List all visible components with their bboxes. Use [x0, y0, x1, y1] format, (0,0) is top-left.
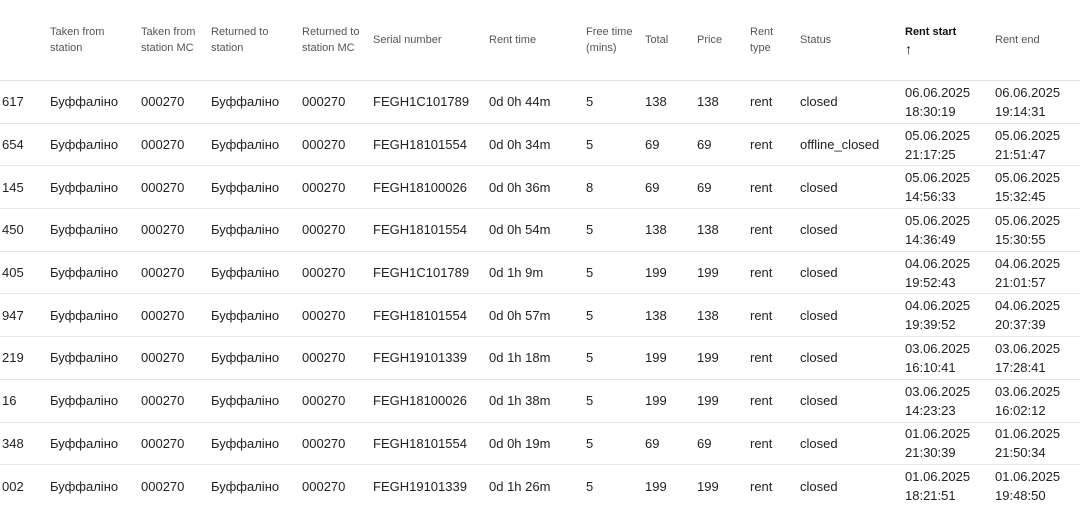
cell-returned-to-station: Буффаліно	[199, 209, 290, 252]
cell-taken-from-station-mc: 000270	[129, 123, 199, 166]
cell-taken-from-station: Буффаліно	[38, 337, 129, 380]
cell-rent-end-time: 21:50:34	[995, 445, 1046, 461]
cell-rent-end-time: 15:30:55	[995, 231, 1046, 247]
cell-id: 450	[0, 209, 38, 252]
cell-price: 69	[685, 422, 738, 465]
cell-taken-from-station: Буффаліно	[38, 209, 129, 252]
table-row[interactable]	[0, 337, 1080, 380]
cell-rent-time: 0d 1h 38m	[477, 379, 574, 422]
cell-taken-from-station-mc: 000270	[129, 166, 199, 209]
cell-returned-to-station: Буффаліно	[199, 123, 290, 166]
cell-rent-end-date: 05.06.2025	[995, 212, 1061, 228]
cell-rent-start-time: 21:17:25	[905, 146, 956, 162]
cell-rent-start-date: 04.06.2025	[905, 255, 971, 271]
cell-rent-type: rent	[738, 209, 788, 252]
cell-rent-end	[983, 294, 1080, 337]
cell-rent-start-date: 05.06.2025	[905, 170, 971, 186]
cell-taken-from-station-mc: 000270	[129, 81, 199, 124]
cell-rent-start	[893, 251, 983, 294]
cell-taken-from-station: Буффаліно	[38, 81, 129, 124]
cell-returned-to-station: Буффаліно	[199, 166, 290, 209]
table-row[interactable]	[0, 294, 1080, 337]
cell-rent-end-date: 06.06.2025	[995, 84, 1061, 100]
cell-rent-start-date: 03.06.2025	[905, 340, 971, 356]
column-header-returned-to-station[interactable]: Returned to station	[199, 0, 290, 81]
cell-rent-start-time: 18:21:51	[905, 488, 956, 504]
cell-free-time: 5	[574, 337, 633, 380]
cell-returned-to-station: Буффаліно	[199, 294, 290, 337]
cell-rent-end-date: 01.06.2025	[995, 469, 1061, 485]
cell-rent-end-time: 19:48:50	[995, 488, 1046, 504]
cell-status: closed	[788, 294, 893, 337]
cell-rent-time: 0d 0h 34m	[477, 123, 574, 166]
cell-rent-start-date: 06.06.2025	[905, 84, 971, 100]
cell-status: closed	[788, 81, 893, 124]
cell-rent-end-date: 03.06.2025	[995, 340, 1061, 356]
cell-rent-start-time: 14:56:33	[905, 189, 956, 205]
cell-rent-time: 0d 1h 18m	[477, 337, 574, 380]
cell-rent-start-date: 05.06.2025	[905, 127, 971, 143]
cell-free-time: 5	[574, 81, 633, 124]
cell-price: 69	[685, 123, 738, 166]
cell-rent-end-time: 15:32:45	[995, 189, 1046, 205]
column-header-taken-from-station[interactable]: Taken from station	[38, 0, 129, 81]
cell-rent-end	[983, 337, 1080, 380]
cell-total: 69	[633, 123, 685, 166]
cell-price: 138	[685, 81, 738, 124]
cell-id: 219	[0, 337, 38, 380]
cell-returned-to-station: Буффаліно	[199, 337, 290, 380]
cell-id: 617	[0, 81, 38, 124]
cell-serial-number: FEGH1C101789	[361, 251, 477, 294]
cell-free-time: 5	[574, 294, 633, 337]
cell-serial-number: FEGH1C101789	[361, 81, 477, 124]
cell-status: closed	[788, 209, 893, 252]
cell-serial-number: FEGH18100026	[361, 166, 477, 209]
cell-id: 16	[0, 379, 38, 422]
cell-serial-number: FEGH19101339	[361, 465, 477, 507]
cell-rent-start-time: 14:23:23	[905, 402, 956, 418]
cell-rent-end-date: 01.06.2025	[995, 426, 1061, 442]
cell-rent-type: rent	[738, 81, 788, 124]
cell-returned-to-station-mc: 000270	[290, 465, 361, 507]
cell-rent-time: 0d 0h 36m	[477, 166, 574, 209]
column-header-status[interactable]: Status	[788, 0, 893, 81]
cell-rent-type: rent	[738, 422, 788, 465]
cell-rent-start-time: 14:36:49	[905, 231, 956, 247]
cell-rent-start-time: 21:30:39	[905, 445, 956, 461]
cell-rent-start	[893, 465, 983, 507]
cell-id: 654	[0, 123, 38, 166]
table-row[interactable]	[0, 123, 1080, 166]
cell-rent-end	[983, 209, 1080, 252]
cell-serial-number: FEGH18101554	[361, 422, 477, 465]
column-header-price[interactable]: Price	[685, 0, 738, 81]
table-body	[0, 81, 1080, 507]
cell-taken-from-station-mc: 000270	[129, 422, 199, 465]
cell-status: offline_closed	[788, 123, 893, 166]
cell-rent-start-date: 01.06.2025	[905, 469, 971, 485]
cell-taken-from-station-mc: 000270	[129, 251, 199, 294]
sort-ascending-icon[interactable]: ↑	[905, 40, 912, 57]
cell-returned-to-station-mc: 000270	[290, 81, 361, 124]
cell-price: 199	[685, 337, 738, 380]
cell-returned-to-station: Буффаліно	[199, 81, 290, 124]
cell-status: closed	[788, 251, 893, 294]
cell-rent-start	[893, 123, 983, 166]
table-row[interactable]	[0, 209, 1080, 252]
cell-returned-to-station-mc: 000270	[290, 422, 361, 465]
cell-rent-end	[983, 251, 1080, 294]
cell-status: closed	[788, 337, 893, 380]
cell-serial-number: FEGH19101339	[361, 337, 477, 380]
cell-rent-end-date: 05.06.2025	[995, 127, 1061, 143]
cell-price: 199	[685, 251, 738, 294]
column-header-total[interactable]: Total	[633, 0, 685, 81]
cell-total: 138	[633, 294, 685, 337]
cell-status: closed	[788, 465, 893, 507]
cell-returned-to-station: Буффаліно	[199, 465, 290, 507]
cell-free-time: 8	[574, 166, 633, 209]
cell-price: 138	[685, 209, 738, 252]
cell-free-time: 5	[574, 123, 633, 166]
table-row[interactable]	[0, 379, 1080, 422]
cell-rent-type: rent	[738, 166, 788, 209]
cell-taken-from-station: Буффаліно	[38, 123, 129, 166]
cell-rent-type: rent	[738, 379, 788, 422]
cell-price: 199	[685, 465, 738, 507]
cell-status: closed	[788, 379, 893, 422]
table-row[interactable]	[0, 251, 1080, 294]
cell-taken-from-station: Буффаліно	[38, 465, 129, 507]
header-row	[0, 0, 1080, 81]
cell-serial-number: FEGH18101554	[361, 123, 477, 166]
cell-returned-to-station-mc: 000270	[290, 294, 361, 337]
cell-rent-end	[983, 379, 1080, 422]
cell-free-time: 5	[574, 422, 633, 465]
cell-id: 405	[0, 251, 38, 294]
cell-rent-time: 0d 0h 57m	[477, 294, 574, 337]
cell-rent-type: rent	[738, 123, 788, 166]
column-header-id[interactable]	[0, 0, 38, 81]
cell-free-time: 5	[574, 209, 633, 252]
column-header-returned-to-station-mc[interactable]: Returned to station MC	[290, 0, 361, 81]
cell-rent-end-date: 04.06.2025	[995, 255, 1061, 271]
cell-rent-time: 0d 0h 44m	[477, 81, 574, 124]
cell-rent-time: 0d 0h 19m	[477, 422, 574, 465]
cell-total: 69	[633, 166, 685, 209]
cell-rent-end	[983, 465, 1080, 507]
cell-rent-start	[893, 422, 983, 465]
cell-rent-end-time: 16:02:12	[995, 402, 1046, 418]
cell-id: 002	[0, 465, 38, 507]
cell-rent-start-time: 19:39:52	[905, 317, 956, 333]
cell-rent-end-date: 05.06.2025	[995, 170, 1061, 186]
column-header-taken-from-station-mc[interactable]: Taken from station MC	[129, 0, 199, 81]
table-row[interactable]	[0, 81, 1080, 124]
cell-price: 199	[685, 379, 738, 422]
cell-total: 199	[633, 465, 685, 507]
cell-rent-end-date: 03.06.2025	[995, 383, 1061, 399]
cell-rent-end-time: 19:14:31	[995, 103, 1046, 119]
cell-serial-number: FEGH18100026	[361, 379, 477, 422]
column-header-free-time[interactable]: Free time (mins)	[574, 0, 633, 81]
cell-rent-type: rent	[738, 294, 788, 337]
cell-taken-from-station: Буффаліно	[38, 422, 129, 465]
cell-rent-time: 0d 0h 54m	[477, 209, 574, 252]
cell-rent-end-time: 17:28:41	[995, 359, 1046, 375]
cell-status: closed	[788, 422, 893, 465]
cell-serial-number: FEGH18101554	[361, 294, 477, 337]
cell-rent-end	[983, 422, 1080, 465]
cell-returned-to-station-mc: 000270	[290, 251, 361, 294]
cell-rent-end-time: 21:01:57	[995, 274, 1046, 290]
cell-rent-end	[983, 166, 1080, 209]
cell-taken-from-station-mc: 000270	[129, 379, 199, 422]
cell-returned-to-station: Буффаліно	[199, 251, 290, 294]
cell-rent-type: rent	[738, 465, 788, 507]
column-header-rent-start[interactable]	[893, 0, 983, 81]
cell-total: 138	[633, 81, 685, 124]
cell-status: closed	[788, 166, 893, 209]
cell-returned-to-station-mc: 000270	[290, 209, 361, 252]
column-header-rent-end[interactable]: Rent end	[983, 0, 1080, 81]
cell-rent-start	[893, 294, 983, 337]
cell-rent-start	[893, 379, 983, 422]
cell-free-time: 5	[574, 465, 633, 507]
rent-start-label: Rent start	[905, 25, 957, 38]
cell-taken-from-station: Буффаліно	[38, 379, 129, 422]
cell-rent-end	[983, 81, 1080, 124]
table-row[interactable]	[0, 465, 1080, 507]
cell-price: 69	[685, 166, 738, 209]
cell-returned-to-station-mc: 000270	[290, 123, 361, 166]
cell-total: 199	[633, 337, 685, 380]
cell-rent-time: 0d 1h 9m	[477, 251, 574, 294]
cell-rent-start	[893, 209, 983, 252]
cell-serial-number: FEGH18101554	[361, 209, 477, 252]
cell-taken-from-station: Буффаліно	[38, 294, 129, 337]
cell-taken-from-station: Буффаліно	[38, 251, 129, 294]
cell-rent-end	[983, 123, 1080, 166]
cell-taken-from-station: Буффаліно	[38, 166, 129, 209]
cell-id: 348	[0, 422, 38, 465]
cell-total: 69	[633, 422, 685, 465]
cell-rent-start-date: 03.06.2025	[905, 383, 971, 399]
cell-total: 199	[633, 379, 685, 422]
cell-rent-start-time: 16:10:41	[905, 359, 956, 375]
cell-id: 947	[0, 294, 38, 337]
cell-rent-time: 0d 1h 26m	[477, 465, 574, 507]
cell-rent-start-time: 18:30:19	[905, 103, 956, 119]
cell-rent-start	[893, 337, 983, 380]
cell-taken-from-station-mc: 000270	[129, 465, 199, 507]
cell-returned-to-station: Буффаліно	[199, 422, 290, 465]
cell-rent-type: rent	[738, 251, 788, 294]
cell-rent-end-time: 20:37:39	[995, 317, 1046, 333]
table-row[interactable]	[0, 422, 1080, 465]
cell-price: 138	[685, 294, 738, 337]
cell-rent-start-date: 04.06.2025	[905, 298, 971, 314]
cell-rent-start	[893, 166, 983, 209]
cell-id: 145	[0, 166, 38, 209]
cell-rent-start-date: 05.06.2025	[905, 212, 971, 228]
cell-rent-start-time: 19:52:43	[905, 274, 956, 290]
cell-rent-end-time: 21:51:47	[995, 146, 1046, 162]
table-header	[0, 0, 1080, 81]
cell-taken-from-station-mc: 000270	[129, 209, 199, 252]
table-row[interactable]	[0, 166, 1080, 209]
cell-taken-from-station-mc: 000270	[129, 337, 199, 380]
cell-free-time: 5	[574, 251, 633, 294]
cell-total: 138	[633, 209, 685, 252]
cell-returned-to-station-mc: 000270	[290, 379, 361, 422]
cell-returned-to-station: Буффаліно	[199, 379, 290, 422]
cell-rent-end-date: 04.06.2025	[995, 298, 1061, 314]
cell-returned-to-station-mc: 000270	[290, 166, 361, 209]
cell-taken-from-station-mc: 000270	[129, 294, 199, 337]
cell-total: 199	[633, 251, 685, 294]
cell-rent-type: rent	[738, 337, 788, 380]
cell-free-time: 5	[574, 379, 633, 422]
column-header-rent-type[interactable]: Rent type	[738, 0, 788, 81]
cell-returned-to-station-mc: 000270	[290, 337, 361, 380]
cell-rent-start-date: 01.06.2025	[905, 426, 971, 442]
column-header-serial-number[interactable]: Serial number	[361, 0, 477, 81]
cell-rent-start	[893, 81, 983, 124]
column-header-rent-time[interactable]: Rent time	[477, 0, 574, 81]
